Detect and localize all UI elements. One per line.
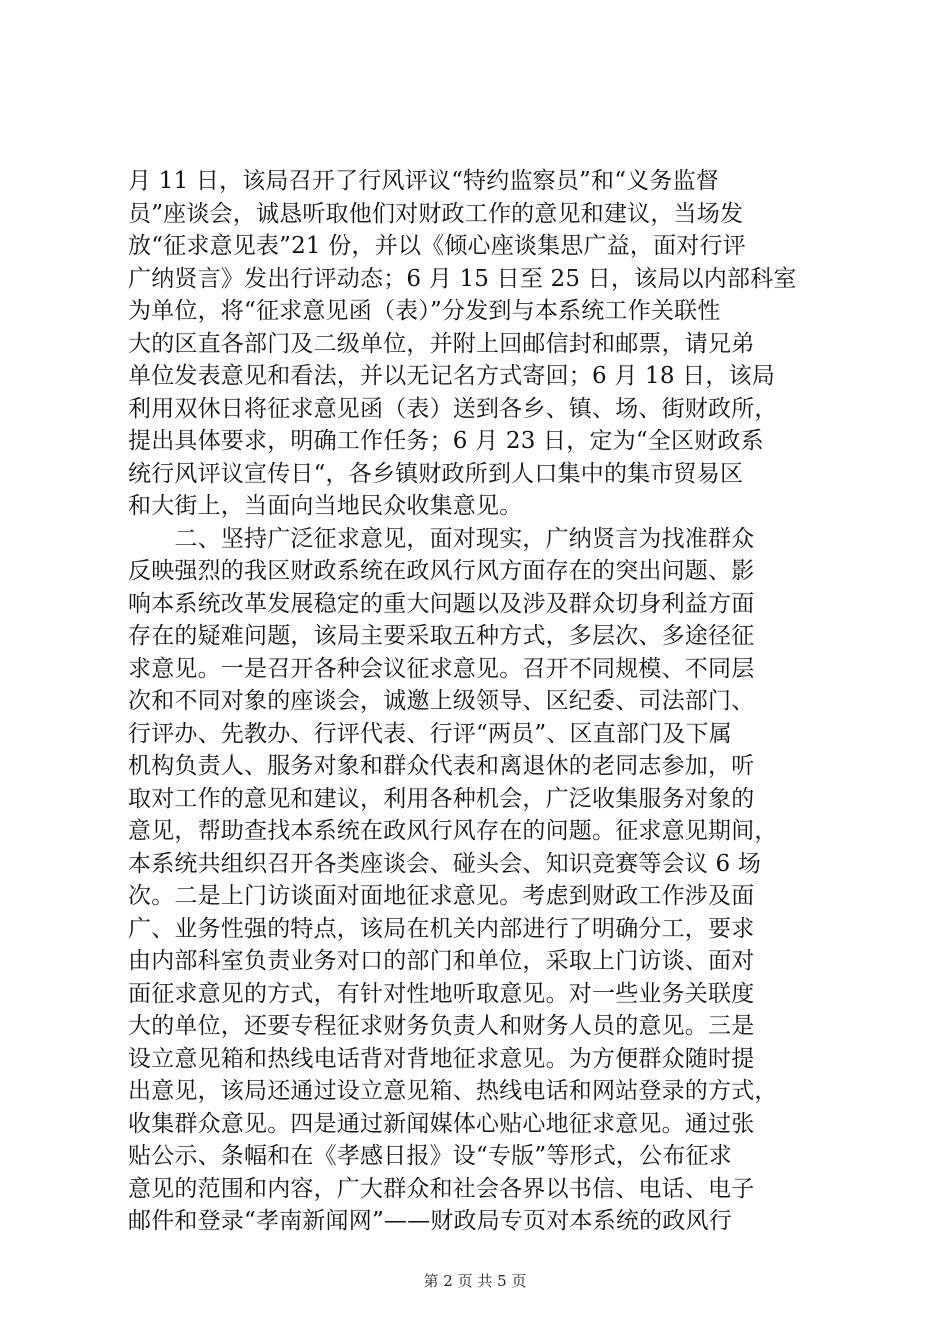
text-line: 存在的疑难问题，该局主要采取五种方式，多层次、多途径征 bbox=[128, 623, 755, 649]
text-line: 意见的范围和内容，广大群众和社会各界以书信、电话、电子 bbox=[128, 1175, 755, 1202]
text-line: 贴公示、条幅和在《孝感日报》设“专版”等形式，公布征求 bbox=[128, 1143, 732, 1169]
text-line: 机构负责人、服务对象和群众代表和离退休的老同志参加，听 bbox=[128, 753, 755, 779]
text-line: 出意见，该局还通过设立意见箱、热线电话和网站登录的方式， bbox=[128, 1078, 778, 1104]
text-line: 广纳贤言》发出行评动态；6 月 15 日至 25 日，该局以内部科室 bbox=[128, 265, 797, 292]
text-line: 求意见。一是召开各种会议征求意见。召开不同规模、不同层 bbox=[128, 655, 755, 682]
text-line: 次和不同对象的座谈会，诚邀上级领导、区纪委、司法部门、 bbox=[128, 688, 755, 714]
text-line: 邮件和登录“孝南新闻网”——财政局专页对本系统的政风行 bbox=[128, 1208, 732, 1234]
text-line: 反映强烈的我区财政系统在政风行风方面存在的突出问题、影 bbox=[128, 558, 755, 584]
text-line: 面征求意见的方式，有针对性地听取意见。对一些业务关联度 bbox=[128, 980, 755, 1007]
text-line: 大的单位，还要专程征求财务负责人和财务人员的意见。三是 bbox=[128, 1013, 755, 1039]
text-line: 收集群众意见。四是通过新闻媒体心贴心地征求意见。通过张 bbox=[128, 1110, 755, 1137]
text-line: 大的区直各部门及二级单位，并附上回邮信封和邮票，请兄弟 bbox=[128, 330, 755, 357]
text-line: 行评办、先教办、行评代表、行评“两员”、区直部门及下属 bbox=[128, 720, 732, 747]
text-line: 二、坚持广泛征求意见，面对现实，广纳贤言为找准群众 bbox=[128, 525, 755, 552]
text-line: 由内部科室负责业务对口的部门和单位，采取上门访谈、面对 bbox=[128, 948, 755, 974]
text-line: 提出具体要求，明确工作任务；6 月 23 日，定为“全区财政系 bbox=[128, 428, 764, 454]
text-line: 设立意见箱和热线电话背对背地征求意见。为方便群众随时提 bbox=[128, 1045, 755, 1072]
body-text bbox=[128, 165, 833, 1238]
text-line: 意见，帮助查找本系统在政风行风存在的问题。征求意见期间， bbox=[128, 818, 778, 844]
text-line: 取对工作的意见和建议，利用各种机会，广泛收集服务对象的 bbox=[128, 785, 755, 812]
text-line: 单位发表意见和看法，并以无记名方式寄回；6 月 18 日，该局 bbox=[128, 363, 776, 389]
text-line: 统行风评议宣传日“，各乡镇财政所到人口集中的集市贸易区 bbox=[128, 460, 744, 487]
text-line: 广、业务性强的特点，该局在机关内部进行了明确分工，要求 bbox=[128, 915, 755, 942]
text-line: 和大街上，当面向当地民众收集意见。 bbox=[128, 493, 523, 519]
text-line: 本系统共组织召开各类座谈会、碰头会、知识竞赛等会议 6 场 bbox=[128, 850, 762, 877]
text-line: 员”座谈会，诚恳听取他们对财政工作的意见和建议，当场发 bbox=[128, 200, 744, 227]
text-line: 次。二是上门访谈面对面地征求意见。考虑到财政工作涉及面 bbox=[128, 883, 755, 909]
text-line: 月 11 日，该局召开了行风评议“特约监察员”和“义务监督 bbox=[128, 168, 719, 194]
text-line: 利用双休日将征求意见函（表）送到各乡、镇、场、街财政所， bbox=[128, 395, 778, 422]
text-line: 响本系统改革发展稳定的重大问题以及涉及群众切身利益方面 bbox=[128, 590, 755, 617]
text-line: 放“征求意见表”21 份，并以《倾心座谈集思广益，面对行评 bbox=[128, 233, 746, 259]
text-line: 为单位，将“征求意见函（表）”分发到与本系统工作关联性 bbox=[128, 298, 721, 324]
page-footer: 第 2 页 共 5 页 bbox=[423, 1272, 527, 1290]
